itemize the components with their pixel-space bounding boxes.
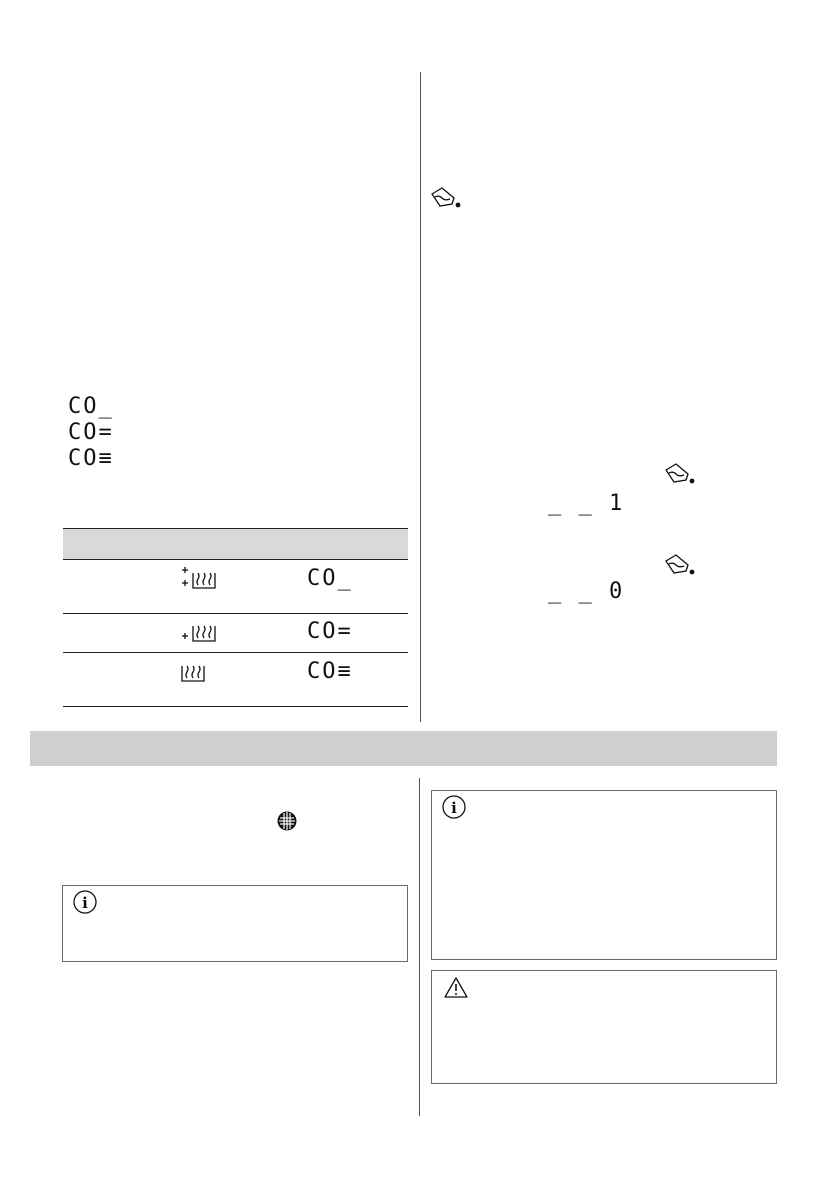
- table-row-divider: [63, 652, 408, 653]
- water-tank-icon: [664, 462, 698, 486]
- table-code: CO_: [307, 566, 353, 591]
- water-tank-icon: [430, 186, 464, 210]
- steam-icon: [180, 658, 218, 684]
- water-tank-icon: [664, 553, 698, 577]
- table-code: CO=: [307, 619, 353, 644]
- table-header: [63, 528, 408, 560]
- display-code: CO_: [68, 394, 114, 419]
- svg-text:i: i: [451, 799, 457, 817]
- column-divider-bottom: [419, 778, 420, 1116]
- display-code: CO≡: [68, 446, 114, 471]
- grid-globe-icon: [276, 810, 298, 832]
- plus-steam-icon: [180, 618, 218, 644]
- info-icon: [441, 794, 467, 820]
- info-note-left: [62, 885, 408, 962]
- table-row-divider: [63, 706, 408, 707]
- table-row-divider: [63, 559, 408, 560]
- section-header-band: [30, 731, 777, 766]
- column-divider-top: [420, 72, 421, 722]
- table-code: CO≡: [307, 659, 353, 684]
- warning-note: [431, 970, 777, 1084]
- display-code: CO=: [68, 420, 114, 445]
- plus-plus-steam-icon: [180, 565, 218, 591]
- warning-icon: [443, 976, 469, 1000]
- svg-text:i: i: [82, 894, 88, 912]
- info-note-right: [431, 790, 777, 960]
- table-row-divider: [63, 613, 408, 614]
- display-readout: _ _ 1: [548, 491, 625, 516]
- display-readout: _ _ 0: [548, 579, 625, 604]
- info-icon: [72, 889, 98, 915]
